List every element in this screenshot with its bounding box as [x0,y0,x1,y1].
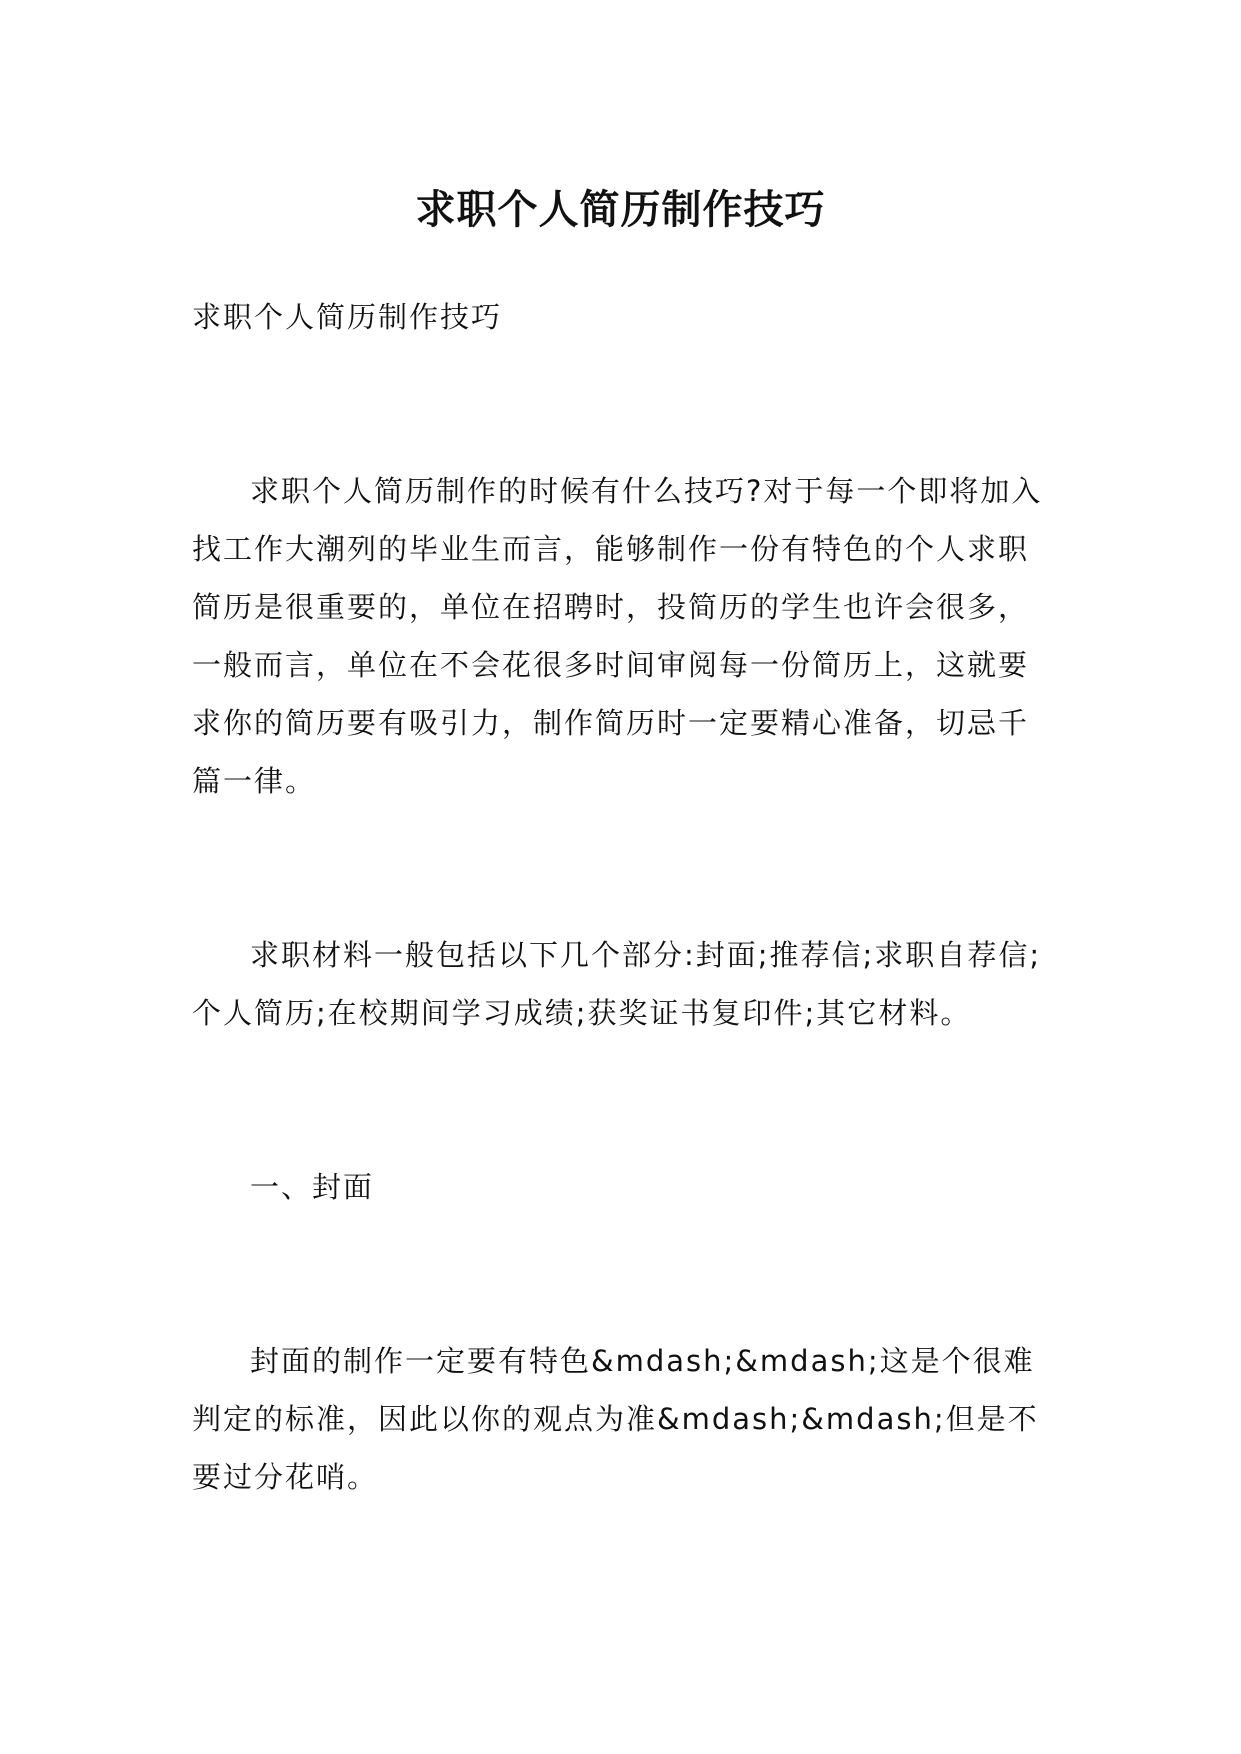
document-subtitle: 求职个人简历制作技巧 [192,300,503,334]
section-heading-cover: 一、封面 [250,1170,375,1204]
page-title: 求职个人简历制作技巧 [415,185,826,233]
document-body [192,288,1052,1506]
intro-paragraph: 求职个人简历制作的时候有什么技巧?对于每一个即将加入找工作大潮列的毕业生而言，能够制作一份有特色的个人求职简历是很重要的，单位在招聘时，投简历的学生也许会很多，一般而言，单位在不会花很多时间审阅每一份简历上，这就要求你的简历要有吸引力，制作简历时一定要精心准备，切忌千篇一律。 [192,474,1043,798]
materials-paragraph: 求职材料一般包括以下几个部分:封面;推荐信;求职自荐信;个人简历;在校期间学习成绩;获奖证书复印件;其它材料。 [192,938,1042,1030]
cover-paragraph: 封面的制作一定要有特色&mdash;&mdash;这是个很难判定的标准，因此以你的观点为准&mdash;&mdash;但是不要过分花哨。 [192,1344,1039,1494]
